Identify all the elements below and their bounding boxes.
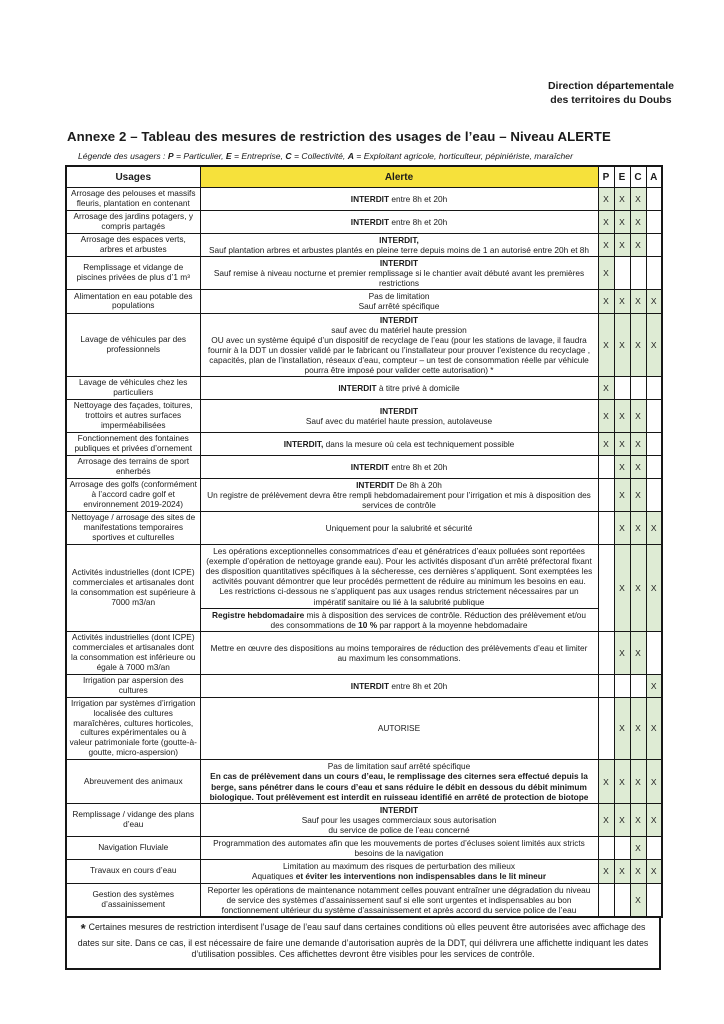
mark-cell-a (646, 400, 662, 433)
mark-cell-c: X (630, 433, 646, 456)
mark-cell-e: X (614, 860, 630, 883)
col-header-c: C (630, 166, 646, 188)
mark-cell-c: X (630, 512, 646, 545)
mark-cell-c: X (630, 478, 646, 511)
mark-cell-p (598, 545, 614, 632)
asterisk-marker: * (80, 920, 86, 936)
mark-cell-p: X (598, 290, 614, 313)
header-row (66, 166, 662, 188)
mark-cell-c: X (630, 233, 646, 256)
mark-cell-p: X (598, 257, 614, 290)
alerte-cell: INTERDIT De 8h à 20h Un registre de prélèvement devra être rempli hebdomadairement pour l’irrigation et mis à disposition des services de contrôle (200, 478, 598, 511)
alerte-cell: INTERDIT entre 8h et 20h (200, 455, 598, 478)
table-row (66, 478, 662, 511)
mark-cell-c: X (630, 860, 646, 883)
alerte-cell: INTERDIT Sauf pour les usages commerciaux sous autorisation du service de police de l’eau concerné (200, 803, 598, 836)
mark-cell-p (598, 455, 614, 478)
col-header-alerte: Alerte (200, 166, 598, 188)
mark-cell-p: X (598, 433, 614, 456)
mark-cell-c: X (630, 545, 646, 632)
usage-cell: Arrosage des pelouses et massifs fleuris, plantation en contenant (66, 188, 200, 211)
footnote (65, 916, 661, 970)
usage-cell: Lavage de véhicules par des professionnels (66, 313, 200, 377)
table-row (66, 512, 662, 545)
mark-cell-p: X (598, 803, 614, 836)
mark-cell-e: X (614, 803, 630, 836)
mark-cell-e (614, 674, 630, 697)
alerte-cell: Pas de limitation Sauf arrêté spécifique (200, 290, 598, 313)
usage-cell: Irrigation par aspersion des cultures (66, 674, 200, 697)
mark-cell-a (646, 837, 662, 860)
mark-cell-c: X (630, 313, 646, 377)
restrictions-table (65, 165, 663, 918)
table-row (66, 883, 662, 917)
table-row (66, 257, 662, 290)
table-row (66, 631, 662, 674)
col-header-a: A (646, 166, 662, 188)
mark-cell-a (646, 478, 662, 511)
mark-cell-a: X (646, 290, 662, 313)
mark-cell-e: X (614, 545, 630, 632)
alerte-cell: Registre hebdomadaire mis à disposition des services de contrôle. Réduction des prélèvement et/ou des consommations de 10 % par rapport à la moyenne hebdomadaire (200, 608, 598, 631)
mark-cell-e: X (614, 188, 630, 211)
mark-cell-c: X (630, 803, 646, 836)
mark-cell-a: X (646, 860, 662, 883)
mark-cell-c: X (630, 400, 646, 433)
table-row (66, 545, 662, 609)
alerte-cell: INTERDIT à titre privé à domicile (200, 377, 598, 400)
usage-cell: Arrosage des golfs (conformément à l’accord cadre golf et environnement 2019-2024) (66, 478, 200, 511)
alerte-cell: Reporter les opérations de maintenance notamment celles pouvant entraîner une dégradation du niveau de service des systèmes d’assainissement sauf si elle sont urgentes et indispensables au bon fonctionnement ultérieur du système d’assainissement et après accord du service police de l’eau (200, 883, 598, 917)
mark-cell-e: X (614, 400, 630, 433)
table-row (66, 697, 662, 760)
table-row (66, 313, 662, 377)
mark-cell-c: X (630, 697, 646, 760)
mark-cell-e: X (614, 760, 630, 803)
mark-cell-p (598, 697, 614, 760)
mark-cell-a (646, 233, 662, 256)
usage-cell: Arrosage des jardins potagers, y compris partagés (66, 210, 200, 233)
table-row (66, 837, 662, 860)
mark-cell-a (646, 883, 662, 917)
mark-cell-e: X (614, 210, 630, 233)
page-title: Annexe 2 – Tableau des mesures de restriction des usages de l’eau – Niveau ALERTE (67, 129, 611, 144)
mark-cell-a: X (646, 697, 662, 760)
usage-cell: Arrosage des espaces verts, arbres et arbustes (66, 233, 200, 256)
mark-cell-e: X (614, 478, 630, 511)
mark-cell-a: X (646, 674, 662, 697)
agency-line-1: Direction départementale (547, 80, 674, 92)
mark-cell-p: X (598, 400, 614, 433)
usage-cell: Irrigation par systèmes d’irrigation localisée des cultures maraîchères, cultures horticoles, cultures expérimentales ou à valeur patrimoniale forte (goutte-à-goutte, micro-aspersion) (66, 697, 200, 760)
alerte-cell: INTERDIT, dans la mesure où cela est techniquement possible (200, 433, 598, 456)
alerte-cell: INTERDIT entre 8h et 20h (200, 674, 598, 697)
table-row (66, 433, 662, 456)
alerte-cell: INTERDIT Sauf remise à niveau nocturne et premier remplissage si le chantier avait débuté avant les premières restrictions (200, 257, 598, 290)
alerte-cell: Programmation des automates afin que les mouvements de portes d’écluses soient limités aux stricts besoins de la navigation (200, 837, 598, 860)
mark-cell-a (646, 377, 662, 400)
mark-cell-p: X (598, 377, 614, 400)
table-row (66, 674, 662, 697)
mark-cell-a: X (646, 760, 662, 803)
mark-cell-c: X (630, 188, 646, 211)
alerte-cell: INTERDIT Sauf avec du matériel haute pression, autolaveuse (200, 400, 598, 433)
table-row (66, 760, 662, 803)
mark-cell-p: X (598, 188, 614, 211)
mark-cell-p: X (598, 760, 614, 803)
legend: Légende des usagers : P = Particulier, E = Entreprise, C = Collectivité, A = Exploitant agricole, horticulteur, pépiniériste, maraîcher (78, 151, 573, 161)
table-row (66, 455, 662, 478)
alerte-cell: Mettre en œuvre des dispositions au moins temporaires de réduction des prélèvements d’eau et limiter au maximum les consommations. (200, 631, 598, 674)
mark-cell-c (630, 674, 646, 697)
col-header-e: E (614, 166, 630, 188)
usage-cell: Abreuvement des animaux (66, 760, 200, 803)
mark-cell-p: X (598, 860, 614, 883)
mark-cell-p (598, 631, 614, 674)
table-row (66, 860, 662, 883)
alerte-cell: Les opérations exceptionnelles consommatrices d’eau et génératrices d’eaux polluées sont reportées (exemple d’opération de nettoyage grande eau). Pour les activités disposant d’un arrêté préfectoral fixant des disposition quantitatives spécifiques à la sécheresse, ces dernières s’appliquent. Sont exemptées les activités pouvant démontrer que leur procédés permettent de réduire au minimum les besoins en eau. Les restrictions ci-dessous ne s’appliquent pas aux usages rendus strictement nécessaires par un impératif sanitaire ou lié à la salubrité publique (200, 545, 598, 609)
agency-line-2: des territoires du Doubs (550, 93, 672, 106)
mark-cell-c: X (630, 290, 646, 313)
mark-cell-c (630, 377, 646, 400)
col-header-usages: Usages (66, 166, 200, 188)
mark-cell-e: X (614, 313, 630, 377)
mark-cell-e: X (614, 697, 630, 760)
col-header-p: P (598, 166, 614, 188)
alerte-cell: Limitation au maximum des risques de perturbation des milieux Aquatiques et éviter les interventions non indispensables dans le lit mineur (200, 860, 598, 883)
table-row (66, 290, 662, 313)
usage-cell: Nettoyage des façades, toitures, trottoirs et autres surfaces imperméabilisées (66, 400, 200, 433)
mark-cell-e (614, 883, 630, 917)
footnote-text: Certaines mesures de restriction interdisent l’usage de l’eau sauf dans certaines conditions où elles peuvent être autorisées avec affichage des dates sur site. Dans ce cas, il est nécessaire de faire une demande d’autorisation auprès de la DDT, qui délivrera une affichette indiquant les dates d’utilisation possibles. Ces affichettes devront être visibles pour les services de contrôle. (77, 921, 649, 960)
mark-cell-e (614, 257, 630, 290)
mark-cell-c: X (630, 455, 646, 478)
mark-cell-a (646, 210, 662, 233)
mark-cell-p: X (598, 313, 614, 377)
mark-cell-c: X (630, 631, 646, 674)
alerte-cell: INTERDIT entre 8h et 20h (200, 210, 598, 233)
mark-cell-p (598, 674, 614, 697)
mark-cell-c: X (630, 760, 646, 803)
mark-cell-p: X (598, 233, 614, 256)
mark-cell-a (646, 631, 662, 674)
mark-cell-a: X (646, 545, 662, 632)
mark-cell-c: X (630, 210, 646, 233)
usage-cell: Travaux en cours d’eau (66, 860, 200, 883)
mark-cell-e: X (614, 290, 630, 313)
table-row (66, 400, 662, 433)
mark-cell-e (614, 837, 630, 860)
mark-cell-a (646, 257, 662, 290)
mark-cell-p (598, 512, 614, 545)
alerte-cell: Pas de limitation sauf arrêté spécifique En cas de prélèvement dans un cours d’eau, le remplissage des citernes sera effectué depuis la berge, sans pénétrer dans le cours d’eau et sans réduire le débit en dessous du débit minimum biologique. Tout prélèvement est interdit en ruisseau identifié en arrêté de protection de biotope (200, 760, 598, 803)
mark-cell-p (598, 478, 614, 511)
alerte-cell: INTERDIT, Sauf plantation arbres et arbustes plantés en pleine terre depuis moins de 1 an autorisé entre 20h et 8h (200, 233, 598, 256)
usage-cell: Remplissage / vidange des plans d’eau (66, 803, 200, 836)
mark-cell-p (598, 883, 614, 917)
mark-cell-a: X (646, 803, 662, 836)
mark-cell-a (646, 455, 662, 478)
usage-cell: Alimentation en eau potable des populations (66, 290, 200, 313)
mark-cell-a: X (646, 313, 662, 377)
usage-cell: Navigation Fluviale (66, 837, 200, 860)
table-row (66, 233, 662, 256)
agency-header (548, 80, 674, 107)
mark-cell-a: X (646, 512, 662, 545)
alerte-cell: AUTORISE (200, 697, 598, 760)
table-row (66, 188, 662, 211)
restrictions-table-wrapper (65, 165, 661, 970)
mark-cell-e (614, 377, 630, 400)
mark-cell-a (646, 433, 662, 456)
mark-cell-e: X (614, 512, 630, 545)
mark-cell-c: X (630, 883, 646, 917)
alerte-cell: INTERDIT sauf avec du matériel haute pression OU avec un système équipé d’un dispositif de recyclage de l’eau (pour les stations de lavage, il faudra fournir à la DDT un dossier validé par le fabricant ou l’installateur pour prouver l’existence du recyclage , capacités, plan de l’installation, réseaux d’eau, compteur – un test de consommation réelle par véhicule pourra être imposé pour valider cette autorisation) * (200, 313, 598, 377)
mark-cell-c (630, 257, 646, 290)
mark-cell-p (598, 837, 614, 860)
usage-cell: Gestion des systèmes d’assainissement (66, 883, 200, 917)
table-row (66, 803, 662, 836)
mark-cell-e: X (614, 631, 630, 674)
usage-cell: Arrosage des terrains de sport enherbés (66, 455, 200, 478)
mark-cell-e: X (614, 433, 630, 456)
mark-cell-e: X (614, 455, 630, 478)
usage-cell: Lavage de véhicules chez les particuliers (66, 377, 200, 400)
mark-cell-e: X (614, 233, 630, 256)
alerte-cell: INTERDIT entre 8h et 20h (200, 188, 598, 211)
mark-cell-c: X (630, 837, 646, 860)
usage-cell: Activités industrielles (dont ICPE) commerciales et artisanales dont la consommation est supérieure à 7000 m3/an (66, 545, 200, 632)
mark-cell-a (646, 188, 662, 211)
usage-cell: Fonctionnement des fontaines publiques et privées d’ornement (66, 433, 200, 456)
mark-cell-p: X (598, 210, 614, 233)
table-row (66, 210, 662, 233)
usage-cell: Nettoyage / arrosage des sites de manifestations temporaires sportives et culturelles (66, 512, 200, 545)
alerte-cell: Uniquement pour la salubrité et sécurité (200, 512, 598, 545)
table-row (66, 377, 662, 400)
usage-cell: Activités industrielles (dont ICPE) commerciales et artisanales dont la consommation est inférieure ou égale à 7000 m3/an (66, 631, 200, 674)
usage-cell: Remplissage et vidange de piscines privées de plus d’1 m³ (66, 257, 200, 290)
